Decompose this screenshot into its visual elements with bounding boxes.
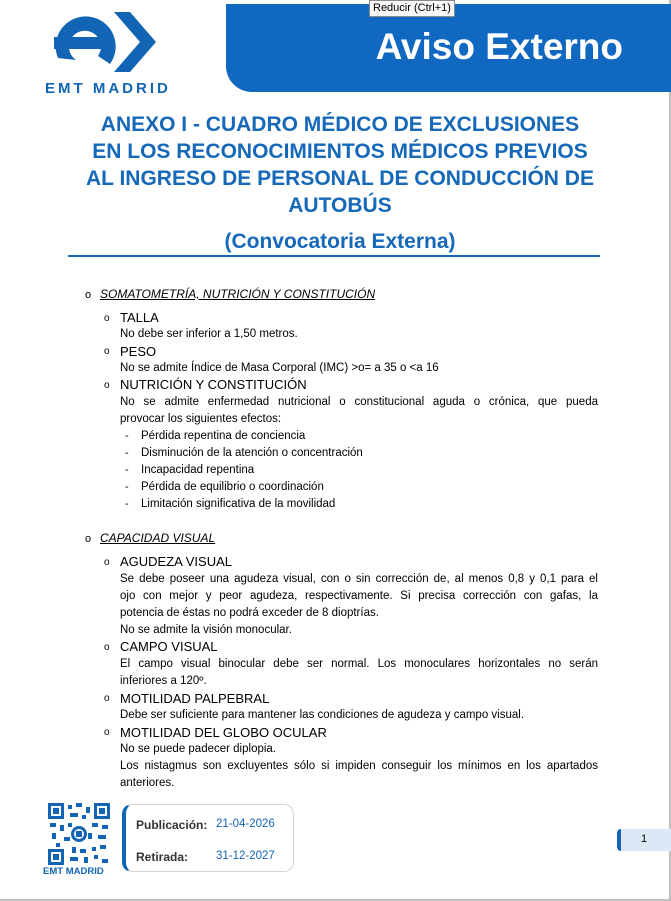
item-text: El campo visual binocular debe ser normal. Los monoculares horizontales no serán [120,658,598,670]
item-text: No se admite la visión monocular. [120,624,292,636]
item-title: MOTILIDAD DEL GLOBO OCULAR [120,725,327,740]
bullet-circle-icon: o [85,289,92,301]
bullet-circle-icon: o [104,557,110,568]
title-line: AL INGRESO DE PERSONAL DE CONDUCCIÓN DE [86,167,594,190]
title-line: ANEXO I - CUADRO MÉDICO DE EXCLUSIONES [100,113,580,136]
item-text: Se debe poseer una agudeza visual, con o sin corrección de, al menos 0,8 y 0,1 para el [120,573,598,585]
item-title: NUTRICIÓN Y CONSTITUCIÓN [120,377,307,392]
item-text: No se admite enfermedad nutricional o constitucional aguda o crónica, que pueda [120,396,598,408]
section-heading: SOMATOMETRÍA, NUTRICIÓN Y CONSTITUCIÓN [100,287,376,301]
item-text: No debe ser inferior a 1,50 metros. [120,328,298,340]
item-title: PESO [120,344,157,359]
bullet-circle-icon: o [104,642,110,653]
bullet-circle-icon: o [104,693,110,704]
list-item: Incapacidad repentina [141,464,255,476]
item-title: AGUDEZA VISUAL [120,554,232,569]
list-item: Pérdida de equilibrio o coordinación [141,481,324,493]
item-text: inferiores a 120º. [120,675,207,687]
item-text: Los nistagmus son excluyentes sólo si impiden conseguir los mínimos en los apartados [120,760,598,772]
section-heading: CAPACIDAD VISUAL [100,531,216,545]
publication-label: Publicación: [136,818,208,832]
title-line: EN LOS RECONOCIMIENTOS MÉDICOS PREVIOS [92,140,588,163]
document-title [60,111,620,219]
title-divider [68,255,600,257]
withdrawal-date: 31-12-2027 [216,850,275,862]
item-title: MOTILIDAD PALPEBRAL [120,691,270,706]
item-text: No se puede padecer diplopia. [120,743,277,755]
dash-bullet: - [125,481,129,493]
document-subtitle: (Convocatoria Externa) [224,230,456,253]
list-item: Pérdida repentina de conciencia [141,430,306,442]
dash-bullet: - [125,430,129,442]
bullet-circle-icon: o [104,313,110,324]
page-number: 1 [641,833,648,845]
bullet-circle-icon: o [85,533,92,545]
bullet-circle-icon: o [104,380,110,391]
logo-text: EMT MADRID [45,80,171,97]
list-item: Disminución de la atención o concentración [141,447,363,459]
bullet-circle-icon: o [104,727,110,738]
qr-code-icon [48,803,110,865]
zoom-tooltip: Reducir (Ctrl+1) [369,0,455,17]
item-title: CAMPO VISUAL [120,639,218,654]
item-text: provocar los siguientes efectos: [120,413,282,425]
withdrawal-label: Retirada: [136,850,189,864]
item-text: anteriores. [120,777,175,789]
dash-bullet: - [125,464,129,476]
item-text: No se admite Índice de Masa Corporal (IMC) >o= a 35 o <a 16 [120,362,439,374]
item-text: potencia de éstas no podrá exceder de 8 dioptrías. [120,607,379,619]
list-item: Limitación significativa de la movilidad [141,498,336,510]
header-banner [226,4,671,92]
title-line: AUTOBÚS [288,194,392,217]
item-text: ojo con mejor y peor agudeza, respectivamente. Si precisa corrección con gafas, la [120,590,598,602]
dash-bullet: - [125,447,129,459]
bullet-circle-icon: o [104,346,110,357]
dash-bullet: - [125,498,129,510]
publication-box [122,804,294,872]
item-title: TALLA [120,310,159,325]
page-number-tab [617,829,671,851]
publication-date: 21-04-2026 [216,818,275,830]
banner-title: Aviso Externo [375,26,623,67]
item-text: Debe ser suficiente para mantener las condiciones de agudeza y campo visual. [120,709,525,721]
qr-label: EMT MADRID [43,866,104,877]
